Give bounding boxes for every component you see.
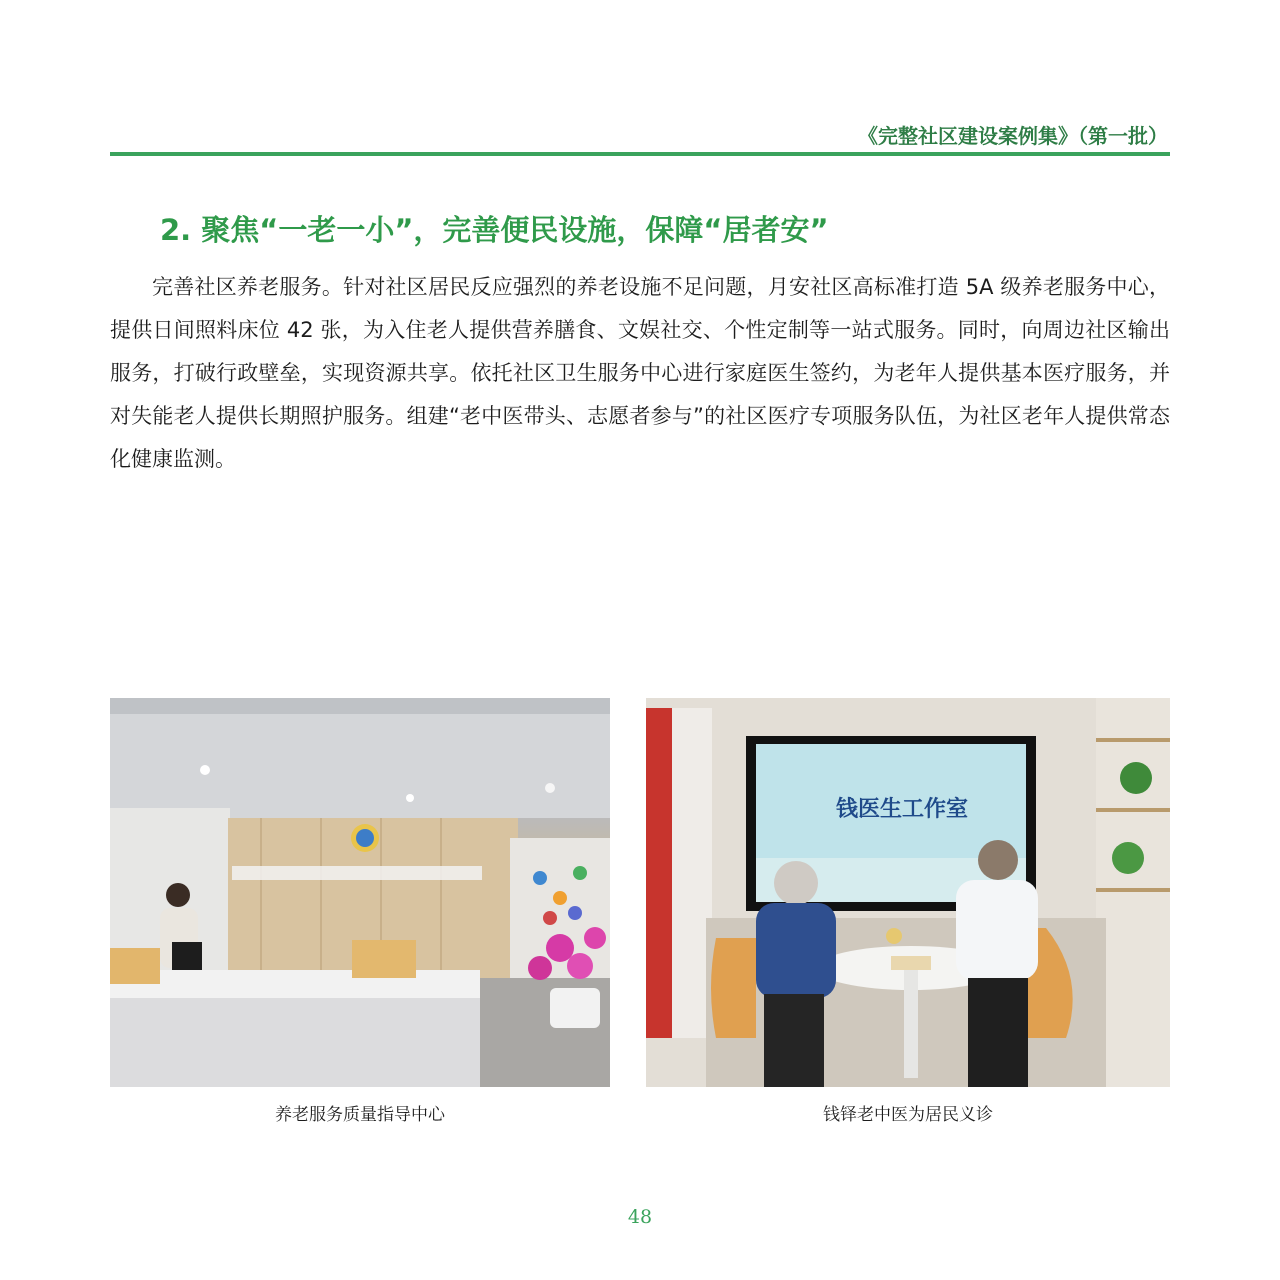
section-heading: 2. 聚焦“一老一小”，完善便民设施，保障“居者安”	[160, 213, 829, 247]
photo-elderly-care-center	[110, 698, 610, 1087]
photo-reception-scene	[110, 698, 610, 1087]
photo-caption-left: 养老服务质量指导中心	[275, 1105, 445, 1125]
photo-caption-right: 钱铎老中医为居民义诊	[823, 1105, 993, 1125]
header-divider	[110, 152, 1170, 156]
page-number: 48	[627, 1206, 653, 1228]
body-paragraph: 完善社区养老服务。针对社区居民反应强烈的养老设施不足问题，月安社区高标准打造 5A 级养老服务中心，提供日间照料床位 42 张，为入住老人提供营养膳食、文娱社交、个性定制等一站式服务。同时，向周边社区输出服务，打破行政壁垒，实现资源共享。依托社区卫生服务中心进行家庭医生签约，为老年人提供基本医疗服务，并对失能老人提供长期照护服务。组建“老中医带头、志愿者参与”的社区医疗专项服务队伍，为社区老年人提供常态化健康监测。	[110, 275, 1170, 471]
screen-title-text: 钱医生工作室	[836, 797, 969, 822]
photo-consultation-scene	[646, 698, 1170, 1087]
photo-doctor-consultation	[646, 698, 1170, 1087]
running-header: 《完整社区建设案例集》（第一批）	[858, 124, 1168, 148]
body-paragraph-block	[110, 266, 1170, 481]
